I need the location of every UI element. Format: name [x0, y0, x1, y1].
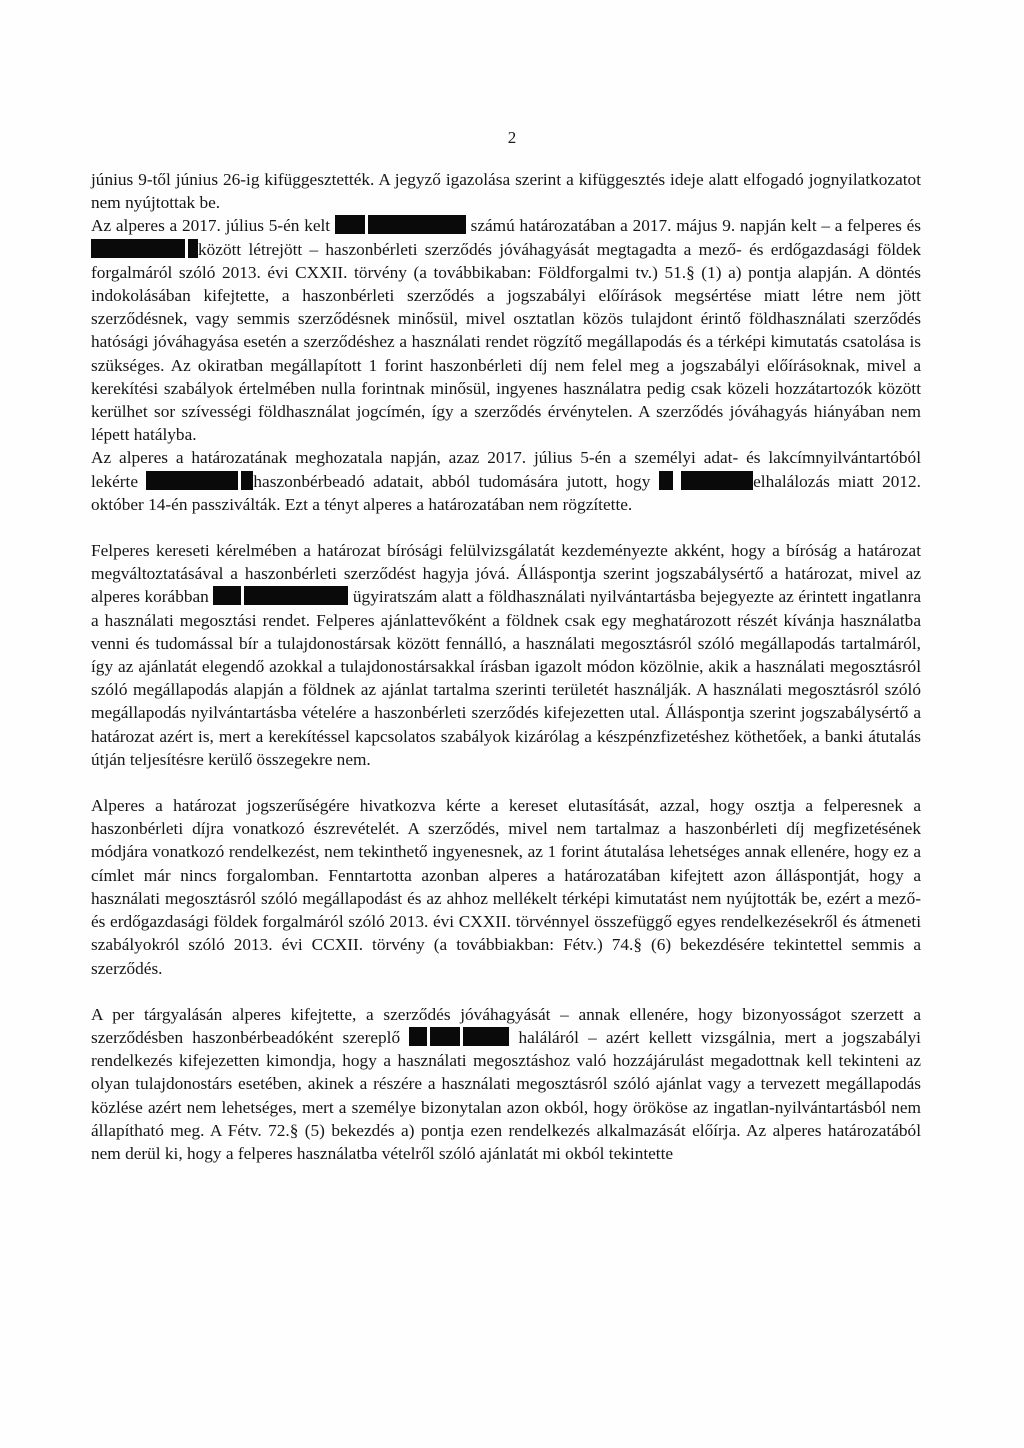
- paragraph-1-text: június 9-től június 26-ig kifüggesztették. A jegyző igazolása szerint a kifüggesztés ideje alatt elfogadó jognyilatkozatot nem nyújtottak be.: [91, 170, 921, 213]
- redaction-block: [368, 215, 466, 234]
- paragraph-4-text-b: ügyiratszám alatt a földhasználati nyilvántartásba bejegyezte az érintett ingatlanra a használati megosztási rendet. Felperes ajánlattevőként a földnek csak egy meghatározott részét kívánja használatba venni és tudomással bír a tulajdonostársak között fennálló, a használati megosztásról szóló megállapodás tartalmáról, így az ajánlatát elegendő azokkal a tulajdonostársakkal írásban igazolt módon közölnie, akik a használati megosztásról szóló megállapodás alapján a földnek az ajánlat tartalma szerinti területét használják. A használati megosztásról szóló megállapodás nyilvántartásba vételére a haszonbérleti szerződés kifejezetten utal. Álláspontja szerint jogszabálysértő a határozat azért is, mert a kerekítéssel kapcsolatos szabályok kizárólag a készpénzfizetéshez köthetőek, a banki átutalás útján teljesítésre kerülő összegekre nem.: [91, 587, 921, 769]
- paragraph-3-text-b: haszonbérbeadó adatait, abból tudomására jutott, hogy: [253, 471, 659, 491]
- paragraph-3: [91, 446, 921, 516]
- paragraph-4-text-a: Felperes kereseti kérelmében a határozat bírósági felülvizsgálatát kezdeményezte akként, hogy a bíróság a határozat megváltoztatásával a haszonbérleti szerződést hagyja jóvá. Álláspontja szerint jogszabálysértő a határozat, mivel az alperes korábban: [91, 541, 921, 607]
- redaction-block: [659, 471, 673, 490]
- redaction-block: [335, 215, 365, 234]
- paragraph-6: [91, 1003, 921, 1165]
- paragraph-6-text-b: haláláról – azért kellett vizsgálnia, mert a jogszabályi rendelkezés kifejezetten kimondja, hogy a használati megosztáshoz való hozzájárulást megadottnak kell tekinteni az olyan tulajdonostárs esetében, akinek a részére a használati megosztásról szóló ajánlat vagy a tervezett megállapodás közlése azért nem lehetséges, mert a személye bizonytalan azon okból, hogy örököse az ingatlan-nyilvántartásból nem állapítható meg. A Fétv. 72.§ (5) bekezdés a) pontja ezen rendelkezés alkalmazását előírja. Az alperes határozatából nem derül ki, hogy a felperes használatba vételről szóló ajánlatát mi okból tekintette: [91, 1027, 921, 1163]
- redaction-block: [91, 239, 185, 258]
- redaction-block: [463, 1027, 509, 1046]
- redaction-block: [430, 1027, 460, 1046]
- redaction-block: [146, 471, 238, 490]
- redaction-block: [681, 471, 753, 490]
- paragraph-1: [91, 168, 921, 214]
- redaction-block: [188, 239, 198, 258]
- redaction-block: [409, 1027, 427, 1046]
- redaction-block: [213, 586, 241, 605]
- paragraph-2: [91, 214, 921, 446]
- paragraph-2-text-b: számú határozatában a 2017. május 9. napján kelt – a felperes és: [465, 216, 921, 236]
- page-number: 2: [507, 128, 517, 147]
- redaction-block: [244, 586, 348, 605]
- paragraph-4: [91, 539, 921, 771]
- paragraph-5: [91, 794, 921, 980]
- paragraph-2-text-c: között létrejött – haszonbérleti szerződés jóváhagyását megtagadta a mező- és erdőgazdasági földek forgalmáról szóló 2013. évi CXXII. törvény (a továbbikaban: Földforgalmi tv.) 51.§ (1) a) pontja alapján. A döntés indokolásában kifejtette, a haszonbérleti szerződés a jogszabályi előírások megsértése miatt létre nem jött szerződésnek, vagy semmis szerződésnek minősül, mivel osztatlan közös tulajdont érintő földhasználati szerződés hatósági jóváhagyása esetén a szerződéshez a használati rendet rögzítő megállapodás és a térképi kimutatás csatolása is szükséges. Az okiratban megállapított 1 forint haszonbérleti díj nem felel meg a jogszabályi előírásoknak, mivel a kerekítési szabályok értelmében nulla forintnak minősül, ingyenes használatra pedig csak közeli hozzátartozók között kerülhet sor szívességi földhasználat jogcímén, így a szerződés érvénytelen. A szerződés jóváhagyás hiányában nem lépett hatályba.: [91, 239, 921, 445]
- paragraph-3-text-c: elhalálozás miatt 2012. október 14-én passziválták. Ezt a tényt alperes a határozatában nem rögzítette.: [91, 471, 921, 514]
- paragraph-3-text-a: Az alperes a határozatának meghozatala napján, azaz 2017. július 5-én a személyi adat- és lakcímnyilvántartóból lekérte: [91, 448, 921, 491]
- document-body: [91, 168, 921, 1165]
- paragraph-5-text: Alperes a határozat jogszerűségére hivatkozva kérte a kereset elutasítását, azzal, hogy osztja a felperesnek a haszonbérleti díjra vonatkozó észrevételét. A szerződés, mivel nem tartalmaz a haszonbérleti díj megfizetésének módjára vonatkozó rendelkezést, nem tekinthető ingyenesnek, az 1 forint átutalása lehetséges annak ellenére, hogy ez a címlet már nincs forgalomban. Fenntartotta azonban alperes a határozatában kifejtett azon álláspontját, hogy a használati megosztásról szóló megállapodást és az ahhoz mellékelt térképi kimutatást nem nyújtották be, ezért a mező- és erdőgazdasági földek forgalmáról szóló 2013. évi CXXII. törvénnyel összefüggő egyes rendelkezésekről és átmeneti szabályokról szóló 2013. évi CCXII. törvény (a továbbiakban: Fétv.) 74.§ (6) bekezdésére tekintettel semmis a szerződés.: [91, 796, 921, 978]
- paragraph-6-text-a: A per tárgyalásán alperes kifejtette, a szerződés jóváhagyását – annak ellenére, hogy bizonyosságot szerzett a szerződésben haszonbérbeadóként szereplő: [91, 1004, 921, 1047]
- paragraph-2-text-a: Az alperes a 2017. július 5-én kelt: [91, 216, 335, 236]
- redaction-block: [241, 471, 253, 490]
